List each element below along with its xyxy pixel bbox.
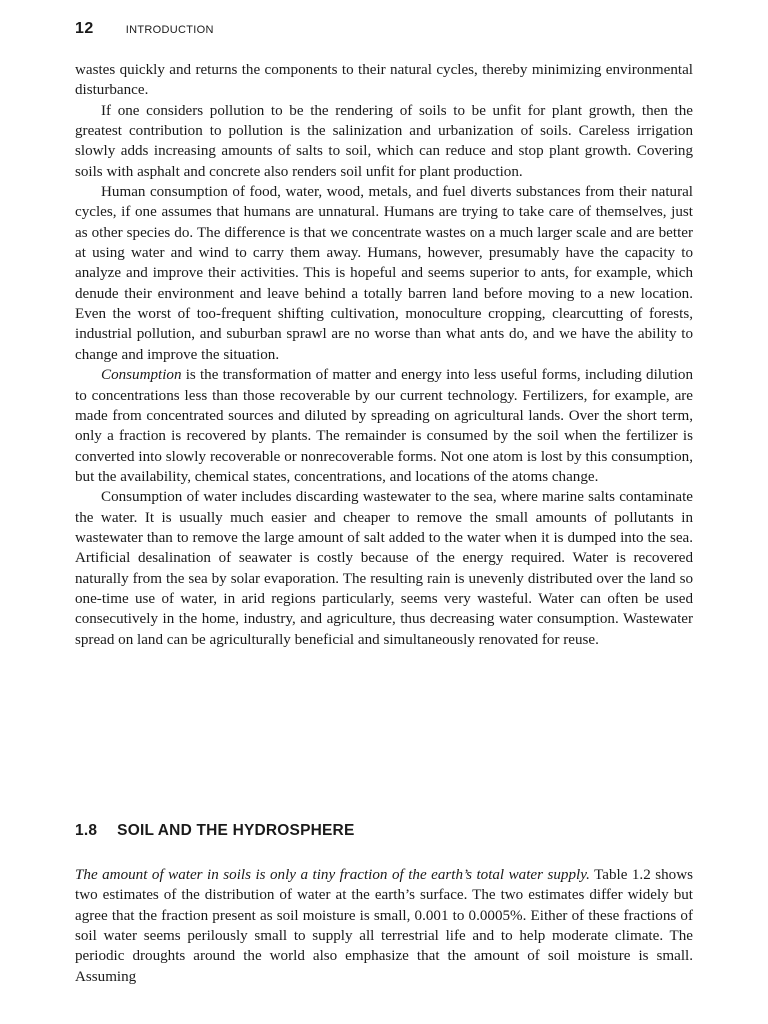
paragraph [75, 101, 693, 182]
text-run: Human consumption of food, water, wood, metals, and fuel diverts substances from their natural cycles, if one assumes that humans are unnatural. Humans are trying to take care of themselves, just as other species do. The difference is that we concentrate wastes on a much larger scale and are better at using water and wind to carry them away. Humans, however, presumably have the capacity to analyze and improve their activities. This is hopeful and seems superior to ants, for example, which denude their environment and leave behind a totally barren land before moving to a new location. Even the worst of too-frequent shifting cultivation, monoculture cropping, clearcutting of forests, industrial pollution, and suburban sprawl are no worse than what ants do, and we have the ability to change and improve the situation. [75, 184, 693, 363]
text-run: Table 1.2 shows two estimates of the distribution of water at the earth’s surface. The two estimates differ widely but agree that the fraction present as soil moisture is small, 0.001 to 0.0005%. Either of these fractions of soil water seems perilously small to supply all terrestrial life and to help moderate climate. The periodic droughts around the world also emphasize that the amount of soil moisture is small. Assuming [75, 867, 693, 985]
paragraph [75, 487, 693, 650]
text-run: wastes quickly and returns the components to their natural cycles, thereby minimizing environmental disturbance. [75, 62, 693, 99]
text-run: is the transformation of matter and energy into less useful forms, including dilution to concentrations less than those recoverable by our current technology. Fertilizers, for example, are made from concentrated sources and diluted by spreading on agricultural lands. Over the short term, only a fraction is recovered by plants. The remainder is consumed by the soil when the fertilizer is converted into slowly recoverable or nonrecoverable forms. Not one atom is lost by this consumption, but the availability, chemical states, concentrations, and locations of the atoms change. [75, 367, 693, 485]
italic-text: Consumption [101, 367, 182, 384]
text-run: If one considers pollution to be the rendering of soils to be unfit for plant growth, then the greatest contribution to pollution is the salinization and urbanization of soils. Careless irrigation slowly adds increasing amounts of salts to soil, which can reduce and stop plant growth. Covering soils with asphalt and concrete also renders soil unfit for plant production. [75, 102, 693, 180]
section-number: 1.8 [75, 822, 98, 839]
text-run: Consumption of water includes discarding wastewater to the sea, where marine salts contaminate the water. It is usually much easier and cheaper to remove the small amounts of pollutants in wastewater than to remove the large amount of salt added to the water when it is dumped into the sea. Artificial desalination of seawater is costly because of the energy required. Water is recovered naturally from the sea by solar evaporation. The resulting rain is unevenly distributed over the land so one-time use of water, in arid regions particularly, seems very wasteful. Water can often be used consecutively in the home, industry, and agriculture, thus decreasing water consumption. Wastewater spread on land can be agriculturally beneficial and simultaneously renovated for reuse. [75, 489, 693, 648]
running-head: INTRODUCTION [125, 24, 214, 36]
paragraph [75, 60, 693, 101]
italic-text: The amount of water in soils is only a tiny fraction of the earth’s total water supply. [75, 867, 590, 883]
page-number: 12 [75, 20, 94, 37]
section-body-text [75, 865, 693, 987]
page-header [75, 20, 214, 40]
body-text [75, 60, 693, 650]
section-heading [75, 822, 355, 840]
section-title: SOIL AND THE HYDROSPHERE [117, 822, 355, 839]
paragraph [75, 182, 693, 365]
paragraph [75, 365, 693, 487]
paragraph [75, 865, 693, 987]
